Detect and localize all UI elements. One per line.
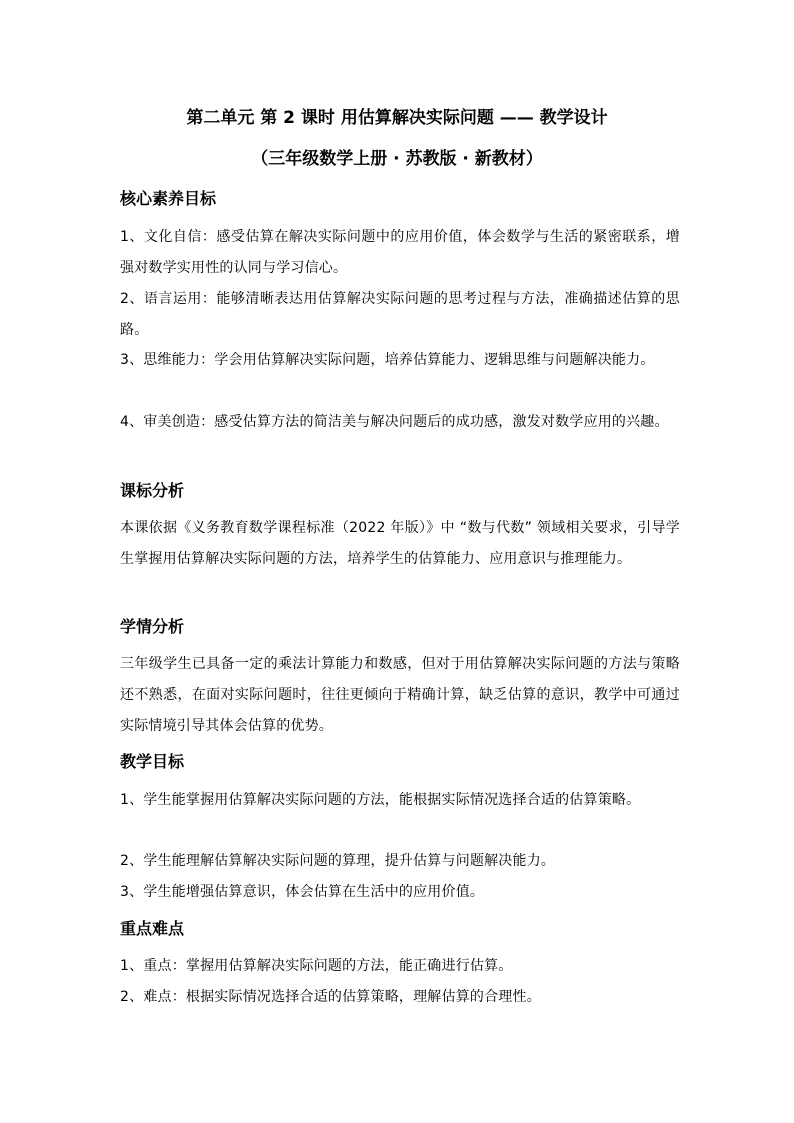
teaching-goals-item-2 — [120, 846, 680, 877]
core-literacy-list-3 — [120, 345, 680, 376]
teaching-goals-item-1 — [120, 785, 680, 816]
list-item: 4、审美创造：感受估算方法的简洁美与解决问题后的成功感，激发对数学应用的兴趣。 — [120, 414, 669, 430]
section-heading: 教学目标 — [120, 752, 185, 771]
list-item: 2、难点：根据实际情况选择合适的估算策略，理解估算的合理性。 — [120, 989, 541, 1005]
section-key-points — [120, 918, 680, 940]
document-subtitle: （三年级数学上册 · 苏教版 · 新教材） — [251, 149, 543, 169]
core-literacy-list-2 — [120, 284, 680, 346]
list-item: 3、学生能增强估算意识，体会估算在生活中的应用价值。 — [120, 884, 485, 900]
section-student-analysis — [120, 616, 680, 638]
core-literacy-list — [120, 222, 680, 284]
section-curriculum — [120, 480, 680, 502]
list-item: 1、重点：掌握用估算解决实际问题的方法，能正确进行估算。 — [120, 958, 513, 974]
student-analysis-text — [120, 649, 680, 742]
paragraph: 本课依据《义务教育数学课程标准（2022 年版）》中 “数与代数” 领域相关要求，引导学生掌握用估算解决实际问题的方法，培养学生的估算能力、应用意识与推理能力。 — [120, 520, 680, 567]
section-teaching-goals — [120, 751, 680, 773]
paragraph: 三年级学生已具备一定的乘法计算能力和数感，但对于用估算解决实际问题的方法与策略还不熟悉，在面对实际问题时，往往更倾向于精确计算，缺乏估算的意识，教学中可通过实际情境引导其体会估算的优势。 — [120, 656, 680, 734]
list-item: 2、语言运用：能够清晰表达用估算解决实际问题的思考过程与方法，准确描述估算的思路。 — [120, 291, 680, 338]
section-heading: 重点难点 — [120, 919, 185, 938]
list-item: 1、文化自信：感受估算在解决实际问题中的应用价值，体会数学与生活的紧密联系，增强对数学实用性的认同与学习信心。 — [120, 229, 680, 276]
section-heading: 课标分析 — [120, 481, 185, 500]
list-item: 1、学生能掌握用估算解决实际问题的方法，能根据实际情况选择合适的估算策略。 — [120, 792, 641, 808]
core-literacy-list-4 — [120, 407, 680, 438]
list-item: 2、学生能理解估算解决实际问题的算理，提升估算与问题解决能力。 — [120, 853, 556, 869]
section-heading: 学情分析 — [120, 617, 185, 636]
document-title: 第二单元 第 2 课时 用估算解决实际问题 —— 教学设计 — [186, 108, 608, 128]
curriculum-text — [120, 513, 680, 575]
teaching-goals-item-3 — [120, 877, 680, 908]
section-heading: 核心素养目标 — [120, 189, 217, 208]
list-item: 3、思维能力：学会用估算解决实际问题，培养估算能力、逻辑思维与问题解决能力。 — [120, 352, 655, 368]
section-core-literacy — [120, 188, 680, 210]
key-points-item-1 — [120, 951, 680, 982]
key-points-item-2 — [120, 982, 680, 1013]
